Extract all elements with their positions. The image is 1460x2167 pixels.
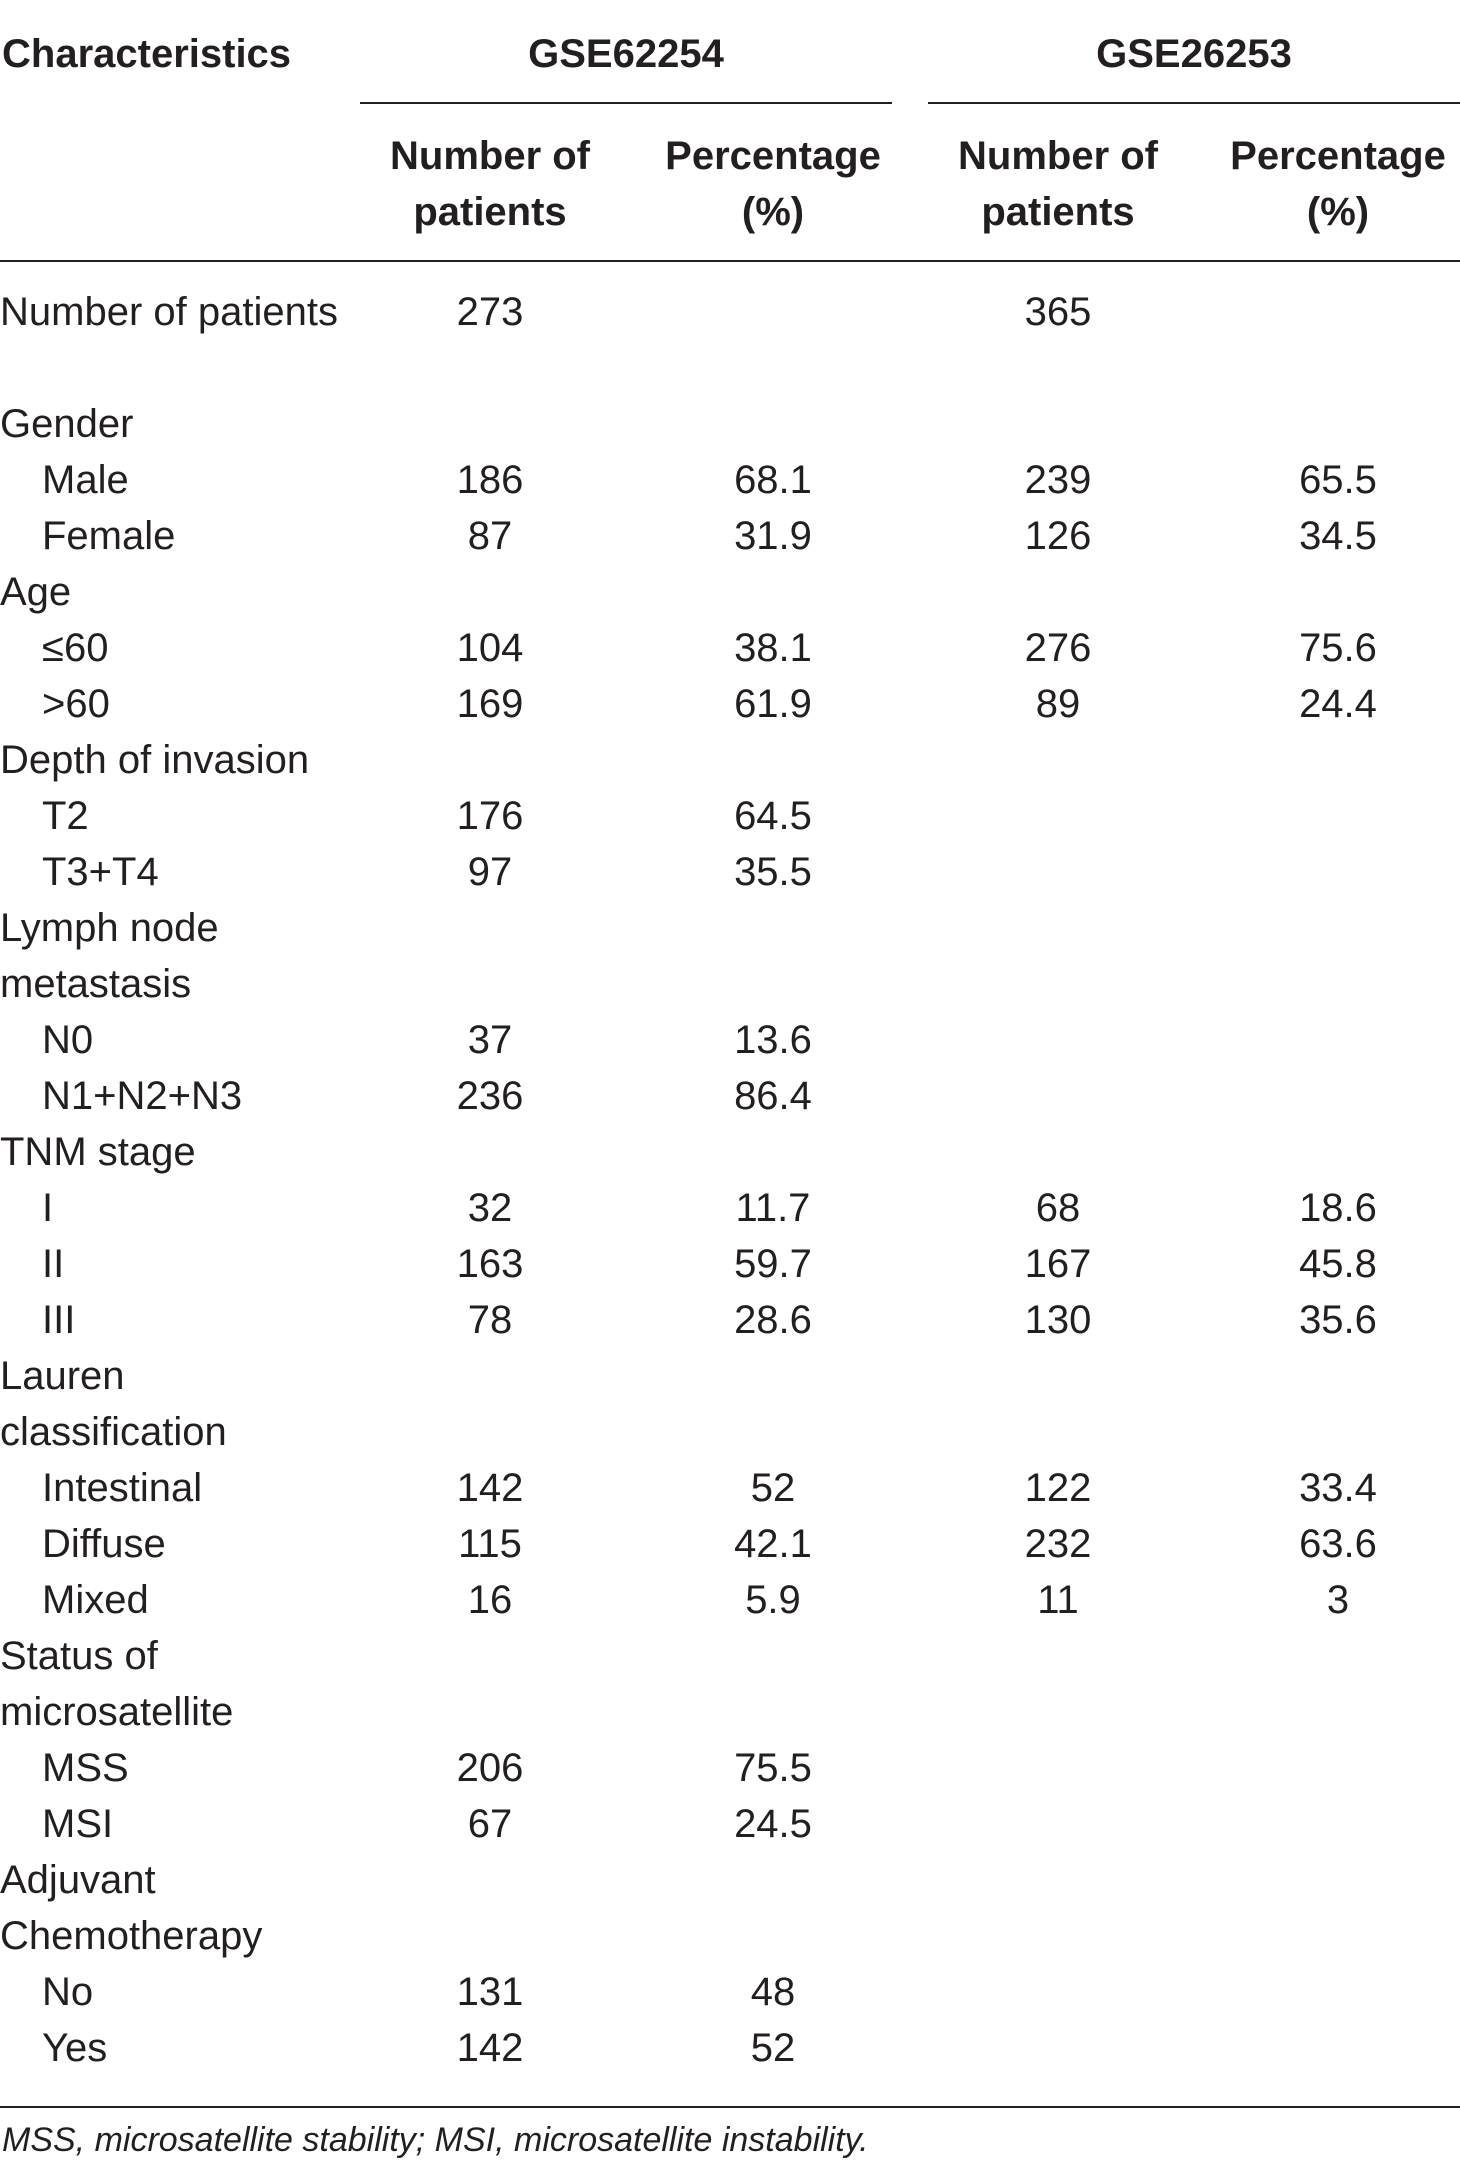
table-cell: 167 [1024, 1242, 1092, 1286]
table-row [0, 1180, 1460, 1236]
table-cell: 236 [456, 1074, 524, 1118]
gse26253-header: GSE26253 [1096, 32, 1292, 76]
row-sublabel: T2 [42, 794, 89, 838]
row-sublabel: Intestinal [42, 1466, 203, 1510]
row-sublabel: Mixed [42, 1578, 149, 1622]
subcol-header-line: Percentage [665, 134, 881, 178]
table-cell: 89 [1035, 682, 1081, 726]
table-cell: 52 [750, 2026, 796, 2070]
table-row [0, 1012, 1460, 1068]
table-row [0, 1124, 1460, 1180]
table-cell: 365 [1024, 290, 1092, 334]
table-cell: 68 [1035, 1186, 1081, 1230]
table-cell: 232 [1024, 1522, 1092, 1566]
table-cell: 176 [456, 794, 524, 838]
table-row [0, 1572, 1460, 1628]
table-row [0, 508, 1460, 564]
table-cell: 67 [467, 1802, 513, 1846]
subcol-header-number-gse26253 [928, 128, 1188, 240]
table-cell: 52 [750, 1466, 796, 1510]
table-cell: 28.6 [734, 1298, 812, 1342]
table-cell: 11 [1037, 1578, 1079, 1622]
row-sublabel: III [42, 1298, 76, 1342]
table-cell: 163 [456, 1242, 524, 1286]
row-label: Depth of invasion [0, 738, 310, 782]
table-row [0, 1348, 1460, 1460]
row-sublabel: Yes [42, 2026, 108, 2070]
table-row [0, 1516, 1460, 1572]
table-cell: 186 [456, 458, 524, 502]
header-rule [0, 260, 1460, 262]
table-cell: 131 [456, 1970, 524, 2014]
row-label: Lauren classification [0, 1354, 227, 1454]
table-cell: 206 [456, 1746, 524, 1790]
subcol-header-percentage-gse26253 [1208, 128, 1460, 240]
table-cell: 59.7 [734, 1242, 812, 1286]
table-cell: 37 [467, 1018, 513, 1062]
row-label: Number of patients [0, 290, 338, 334]
table-cell: 169 [456, 682, 524, 726]
table-cell: 126 [1024, 514, 1092, 558]
subcol-header-line: Number of [390, 134, 590, 178]
table-row [0, 1292, 1460, 1348]
table-cell: 42.1 [734, 1522, 812, 1566]
table-cell: 122 [1024, 1466, 1092, 1510]
subcol-header-line: (%) [741, 190, 805, 234]
table-cell: 32 [467, 1186, 513, 1230]
subcol-header-line: (%) [1306, 190, 1370, 234]
table-cell: 87 [467, 514, 513, 558]
table-cell: 35.6 [1299, 1298, 1377, 1342]
row-sublabel: I [42, 1186, 54, 1230]
table-cell: 24.4 [1299, 682, 1377, 726]
table-cell: 142 [456, 1466, 524, 1510]
table-row [0, 1740, 1460, 1796]
subcol-header-percentage-gse62254 [643, 128, 903, 240]
row-sublabel: >60 [42, 682, 110, 726]
table-row [0, 1852, 1460, 1964]
row-label: Status of microsatellite [0, 1634, 234, 1734]
gse62254-underline [360, 102, 892, 104]
table-row [0, 1796, 1460, 1852]
row-sublabel: MSS [42, 1746, 129, 1790]
row-label: TNM stage [0, 1130, 196, 1174]
row-sublabel: II [42, 1242, 65, 1286]
row-sublabel: ≤60 [42, 626, 109, 670]
table-cell: 34.5 [1299, 514, 1377, 558]
table-cell: 45.8 [1299, 1242, 1377, 1286]
table-cell: 78 [467, 1298, 513, 1342]
table-row [0, 396, 1460, 452]
subcol-header-line: Number of [958, 134, 1158, 178]
table-cell: 65.5 [1299, 458, 1377, 502]
bottom-rule [0, 2106, 1460, 2108]
table-row [0, 620, 1460, 676]
characteristics-header: Characteristics [2, 32, 292, 76]
row-sublabel: No [42, 1970, 94, 2014]
table-cell: 24.5 [734, 1802, 812, 1846]
row-label: Age [0, 570, 72, 614]
row-label: Adjuvant Chemotherapy [0, 1858, 263, 1958]
row-sublabel: Diffuse [42, 1522, 166, 1566]
table-cell: 75.6 [1299, 626, 1377, 670]
table-cell: 64.5 [734, 794, 812, 838]
table-cell: 3 [1326, 1578, 1350, 1622]
table-cell: 5.9 [745, 1578, 801, 1622]
row-label: Lymph node metastasis [0, 906, 219, 1006]
table-cell: 142 [456, 2026, 524, 2070]
table-cell: 38.1 [734, 626, 812, 670]
table-cell: 115 [458, 1522, 522, 1566]
table-row [0, 1964, 1460, 2020]
gse62254-header: GSE62254 [528, 32, 724, 76]
row-sublabel: T3+T4 [42, 850, 159, 894]
table-row [0, 452, 1460, 508]
table-cell: 273 [456, 290, 524, 334]
table-row [0, 788, 1460, 844]
table-cell: 276 [1024, 626, 1092, 670]
table-cell: 31.9 [734, 514, 812, 558]
table-body [0, 284, 1460, 2076]
table-cell: 239 [1024, 458, 1092, 502]
row-sublabel: Male [42, 458, 129, 502]
table-footnote: MSS, microsatellite stability; MSI, microsatellite instability. [2, 2121, 869, 2159]
table-row [0, 1460, 1460, 1516]
table-cell: 48 [750, 1970, 796, 2014]
row-label: Gender [0, 402, 134, 446]
table-cell: 75.5 [734, 1746, 812, 1790]
table-header-groups [0, 0, 1460, 108]
table-row [0, 732, 1460, 788]
table-cell: 35.5 [734, 850, 812, 894]
table-cell: 68.1 [734, 458, 812, 502]
row-sublabel: Female [42, 514, 176, 558]
table-row [0, 564, 1460, 620]
table-row [0, 2020, 1460, 2076]
table-cell: 61.9 [734, 682, 812, 726]
subcol-header-number-gse62254 [360, 128, 620, 240]
table-row [0, 1628, 1460, 1740]
table-cell: 16 [467, 1578, 513, 1622]
table-cell: 33.4 [1299, 1466, 1377, 1510]
row-sublabel: N0 [42, 1018, 94, 1062]
table-cell: 63.6 [1299, 1522, 1377, 1566]
table-row [0, 844, 1460, 900]
subcol-header-line: patients [981, 190, 1135, 234]
table-cell: 86.4 [734, 1074, 812, 1118]
gse26253-underline [928, 102, 1460, 104]
table-row [0, 1068, 1460, 1124]
table-cell: 13.6 [734, 1018, 812, 1062]
table-cell: 11.7 [735, 1186, 811, 1230]
subcol-header-line: patients [413, 190, 567, 234]
table-row [0, 284, 1460, 396]
table-cell: 97 [467, 850, 513, 894]
table-row [0, 676, 1460, 732]
row-sublabel: N1+N2+N3 [42, 1074, 243, 1118]
subcol-header-line: Percentage [1230, 134, 1446, 178]
table-cell: 130 [1024, 1298, 1092, 1342]
table-cell: 104 [456, 626, 524, 670]
table-row [0, 1236, 1460, 1292]
row-sublabel: MSI [42, 1802, 114, 1846]
table-cell: 18.6 [1299, 1186, 1377, 1230]
table-row [0, 900, 1460, 1012]
